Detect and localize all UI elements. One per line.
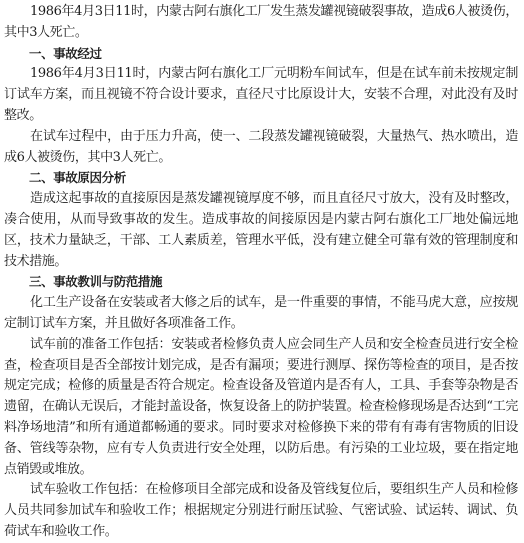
lessons-paragraph-1: 化工生产设备在安装或者大修之后的试车，是一件重要的事情，不能马虎大意，应按规定制订试车方案，并且做好各项准备工作。 [4,295,518,331]
section-heading-accident-process: 一、事故经过 [29,45,102,61]
accident-process-paragraph-2: 在试车过程中，由于压力升高，使一、二段蒸发罐视镜破裂，大量热气、热水喷出，造成6人被烫伤，其中3人死亡。 [4,128,518,165]
section-heading-cause-analysis: 二、事故原因分析 [29,170,126,186]
lessons-paragraph-2: 试车前的准备工作包括：安装或者检修负责人应会同生产人员和安全检查员进行安全检查，检查项目是否全部按计划完成，是否有漏项；要进行测厚、探伤等检查的项目，是否按规定完成；检修的质量是否符合规定。检查设备及管道内是否有人，工具、手套等杂物是否遗留，在确认无误后，才能封盖设备，恢复设备上的防护装置。检查检修现场是否达到“工完料净场地清”和所有通道都畅通的要求。同时要求对检修换下来的带有有毒有害物质的旧设备、管线等杂物，应有专人负责进行安全处理，以防后患。有污染的工业垃圾，要在指定地点销毁或堆放。 [4,336,518,477]
lessons-paragraph-3: 试车验收工作包括：在检修项目全部完成和设备及管线复位后，要组织生产人员和检修人员共同参加试车和验收工作；根据规定分别进行耐压试验、气密试验、试运转、调试、负荷试车和验收工作。 [4,482,518,539]
intro-paragraph: 1986年4月3日11时，内蒙古阿右旗化工厂发生蒸发罐视镜破裂事故，造成6人被烫伤，其中3人死亡。 [4,4,518,40]
section-heading-lessons-measures: 三、事故教训与防范措施 [29,274,163,290]
accident-process-paragraph-1: 1986年4月3日11时，内蒙古阿右旗化工厂元明粉车间试车，但是在试车前未按规定制订试车方案，而且视镜不符合设计要求，直径尺寸比原设计大，安装不合理，对此没有及时整改。 [4,66,518,123]
cause-analysis-paragraph: 造成这起事故的直接原因是蒸发罐视镜厚度不够，而且直径尺寸放大，没有及时整改，凑合使用，从而导致事故的发生。造成事故的间接原因是内蒙古阿右旗化工厂地处偏远地区，技术力量缺乏，干部、工人素质差，管理水平低，没有建立健全可靠有效的管理制度和技术措施。 [4,191,518,269]
